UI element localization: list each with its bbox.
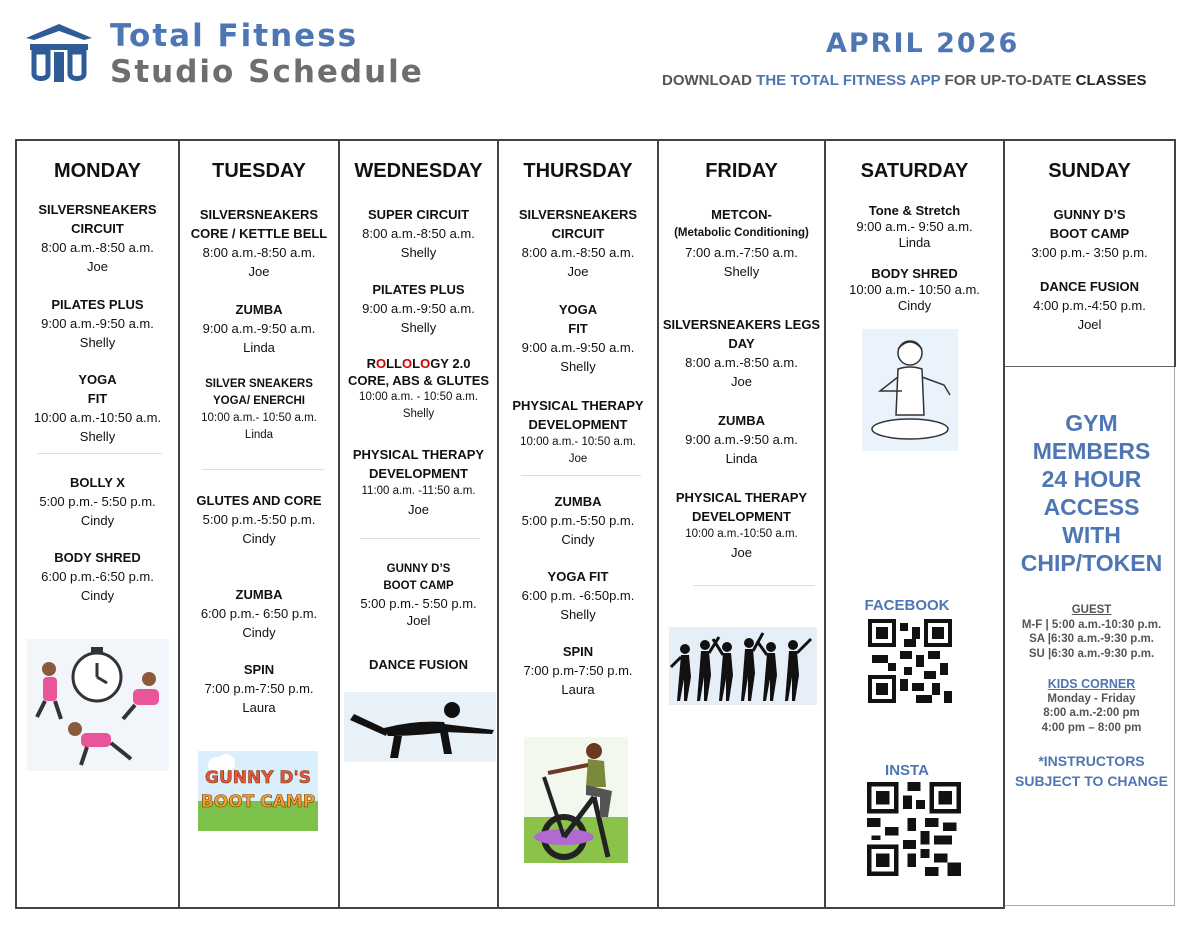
instagram-qr-code[interactable] bbox=[864, 782, 964, 876]
class-entry: DANCE FUSION bbox=[369, 657, 468, 672]
class-entry: YOGA FIT 10:00 a.m.-10:50 a.m. Shelly bbox=[33, 372, 162, 444]
day-column-monday bbox=[15, 139, 178, 909]
class-entry: PHYSICAL THERAPY DEVELOPMENT 10:00 a.m.-10:50 a.m. Joe bbox=[675, 490, 808, 560]
meditation-yoga-illustration bbox=[862, 329, 958, 451]
class-entry: SUPER CIRCUIT 8:00 a.m.-8:50 a.m. Shelly bbox=[362, 207, 475, 260]
class-entry: ZUMBA 9:00 a.m.-9:50 a.m. Linda bbox=[202, 302, 316, 355]
kids-corner-hours: KIDS CORNER Monday - Friday 8:00 a.m.-2:00 pm 4:00 pm – 8:00 pm bbox=[1041, 677, 1142, 734]
day-heading: SATURDAY bbox=[860, 160, 969, 182]
divider bbox=[693, 585, 815, 586]
class-entry: BOLLY X 5:00 p.m.- 5:50 p.m. Cindy bbox=[39, 475, 156, 528]
total-fitness-logo-icon bbox=[24, 22, 94, 86]
class-entry: ZUMBA 9:00 a.m.-9:50 a.m. Linda bbox=[685, 413, 798, 466]
class-entry: Tone & Stretch 9:00 a.m.- 9:50 a.m. Linda bbox=[856, 203, 973, 250]
class-entry: GLUTES AND CORE 5:00 p.m.-5:50 p.m. Cindy bbox=[196, 493, 322, 546]
class-entry: YOGA FIT 9:00 a.m.-9:50 a.m. Shelly bbox=[521, 302, 635, 374]
class-entry: BODY SHRED 10:00 a.m.- 10:50 a.m. Cindy bbox=[849, 266, 980, 313]
brand-subtitle: Studio Schedule bbox=[110, 54, 424, 90]
schedule-table bbox=[15, 139, 1176, 909]
brand-title: Total Fitness bbox=[110, 18, 359, 54]
class-entry: SILVER SNEAKERS YOGA/ ENERCHI 10:00 a.m.- 10:50 a.m. Linda bbox=[201, 378, 317, 441]
class-entry: GUNNY D’S BOOT CAMP 5:00 p.m.- 5:50 p.m. Joel bbox=[360, 563, 477, 628]
class-entry: ZUMBA 5:00 p.m.-5:50 p.m. Cindy bbox=[521, 494, 635, 547]
dancers-silhouette-illustration bbox=[669, 627, 817, 705]
class-entry: DANCE FUSION 4:00 p.m.-4:50 p.m. Joel bbox=[1033, 279, 1146, 332]
gunny-boot-camp-logo bbox=[198, 751, 318, 831]
gym-access-heading: GYM MEMBERS 24 HOUR ACCESS WITH CHIP/TOKEN bbox=[1020, 410, 1163, 576]
class-entry: PHYSICAL THERAPY DEVELOPMENT 11:00 a.m. -11:50 a.m. Joe bbox=[352, 447, 485, 517]
day-column-wednesday bbox=[338, 139, 497, 909]
class-entry: BODY SHRED 6:00 p.m.-6:50 p.m. Cindy bbox=[41, 550, 154, 603]
guest-hours: GUEST M-F | 5:00 a.m.-10:30 p.m. SA |6:30 a.m.-9:30 p.m. SU |6:30 a.m.-9:30 p.m. bbox=[1021, 604, 1162, 660]
day-heading: SUNDAY bbox=[1048, 160, 1131, 182]
day-column-saturday bbox=[824, 139, 1003, 909]
class-entry: GUNNY D’S BOOT CAMP 3:00 p.m.- 3:50 p.m. bbox=[1031, 207, 1148, 260]
facebook-label: FACEBOOK bbox=[864, 597, 950, 614]
class-entry: SPIN 7:00 p.m-7:50 p.m. Laura bbox=[523, 644, 633, 697]
class-entry: PILATES PLUS 9:00 a.m.-9:50 a.m. Shelly bbox=[41, 297, 154, 350]
day-heading: MONDAY bbox=[53, 160, 142, 182]
schedule-month: APRIL 2026 bbox=[826, 28, 1020, 59]
facebook-qr-code[interactable] bbox=[864, 619, 956, 703]
gym-members-panel bbox=[1003, 367, 1176, 907]
svg-text:BOOT CAMP: BOOT CAMP bbox=[200, 792, 316, 812]
class-entry: YOGA FIT 6:00 p.m. -6:50p.m. Shelly bbox=[521, 569, 635, 622]
class-entry: METCON- (Metabolic Conditioning) 7:00 a.m.-7:50 a.m. Shelly bbox=[674, 207, 809, 279]
day-column-friday bbox=[657, 139, 824, 909]
download-app-note: DOWNLOAD THE TOTAL FITNESS APP FOR UP-TO-DATE CLASSES bbox=[662, 72, 1147, 89]
class-entry: ZUMBA 6:00 p.m.- 6:50 p.m. Cindy bbox=[200, 587, 318, 640]
class-entry: SILVERSNEAKERS CIRCUIT 8:00 a.m.-8:50 a.m. Joe bbox=[518, 207, 638, 279]
divider bbox=[37, 453, 162, 454]
svg-text:GUNNY D'S: GUNNY D'S bbox=[204, 768, 312, 788]
class-entry: PILATES PLUS 9:00 a.m.-9:50 a.m. Shelly bbox=[362, 282, 475, 335]
day-column-sunday bbox=[1003, 139, 1176, 367]
divider bbox=[360, 538, 480, 539]
day-heading: TUESDAY bbox=[212, 160, 306, 182]
day-heading: THURSDAY bbox=[523, 160, 633, 182]
divider bbox=[521, 475, 641, 476]
instagram-label: INSTA bbox=[885, 762, 929, 779]
day-heading: FRIDAY bbox=[705, 160, 778, 182]
class-entry: ROLLOLOGY 2.0 CORE, ABS & GLUTES 10:00 a.m. - 10:50 a.m. Shelly bbox=[340, 355, 497, 423]
pilates-silhouette-illustration bbox=[344, 692, 496, 762]
day-column-thursday bbox=[497, 139, 657, 909]
class-entry: SPIN 7:00 p.m-7:50 p.m. Laura bbox=[204, 662, 314, 715]
spin-bike-illustration bbox=[524, 737, 628, 863]
instructors-note: *INSTRUCTORS SUBJECT TO CHANGE bbox=[1015, 753, 1168, 789]
app-name: THE TOTAL FITNESS APP bbox=[756, 72, 941, 89]
class-entry: SILVERSNEAKERS LEGS DAY 8:00 a.m.-8:50 a.m. Joe bbox=[662, 317, 821, 389]
day-heading: WEDNESDAY bbox=[354, 160, 483, 182]
class-entry: PHYSICAL THERAPY DEVELOPMENT 10:00 a.m.- 10:50 a.m. Joe bbox=[512, 398, 644, 465]
rollology-title: ROLLOLOGY 2.0 bbox=[366, 356, 471, 371]
day-column-tuesday bbox=[178, 139, 338, 909]
class-entry: SILVERSNEAKERS CORE / KETTLE BELL 8:00 a.m.-8:50 a.m. Joe bbox=[190, 207, 328, 279]
exercise-stopwatch-illustration bbox=[27, 639, 169, 771]
divider bbox=[202, 469, 324, 470]
class-entry: SILVERSNEAKERS CIRCUIT 8:00 a.m.-8:50 a.m. Joe bbox=[38, 202, 157, 274]
